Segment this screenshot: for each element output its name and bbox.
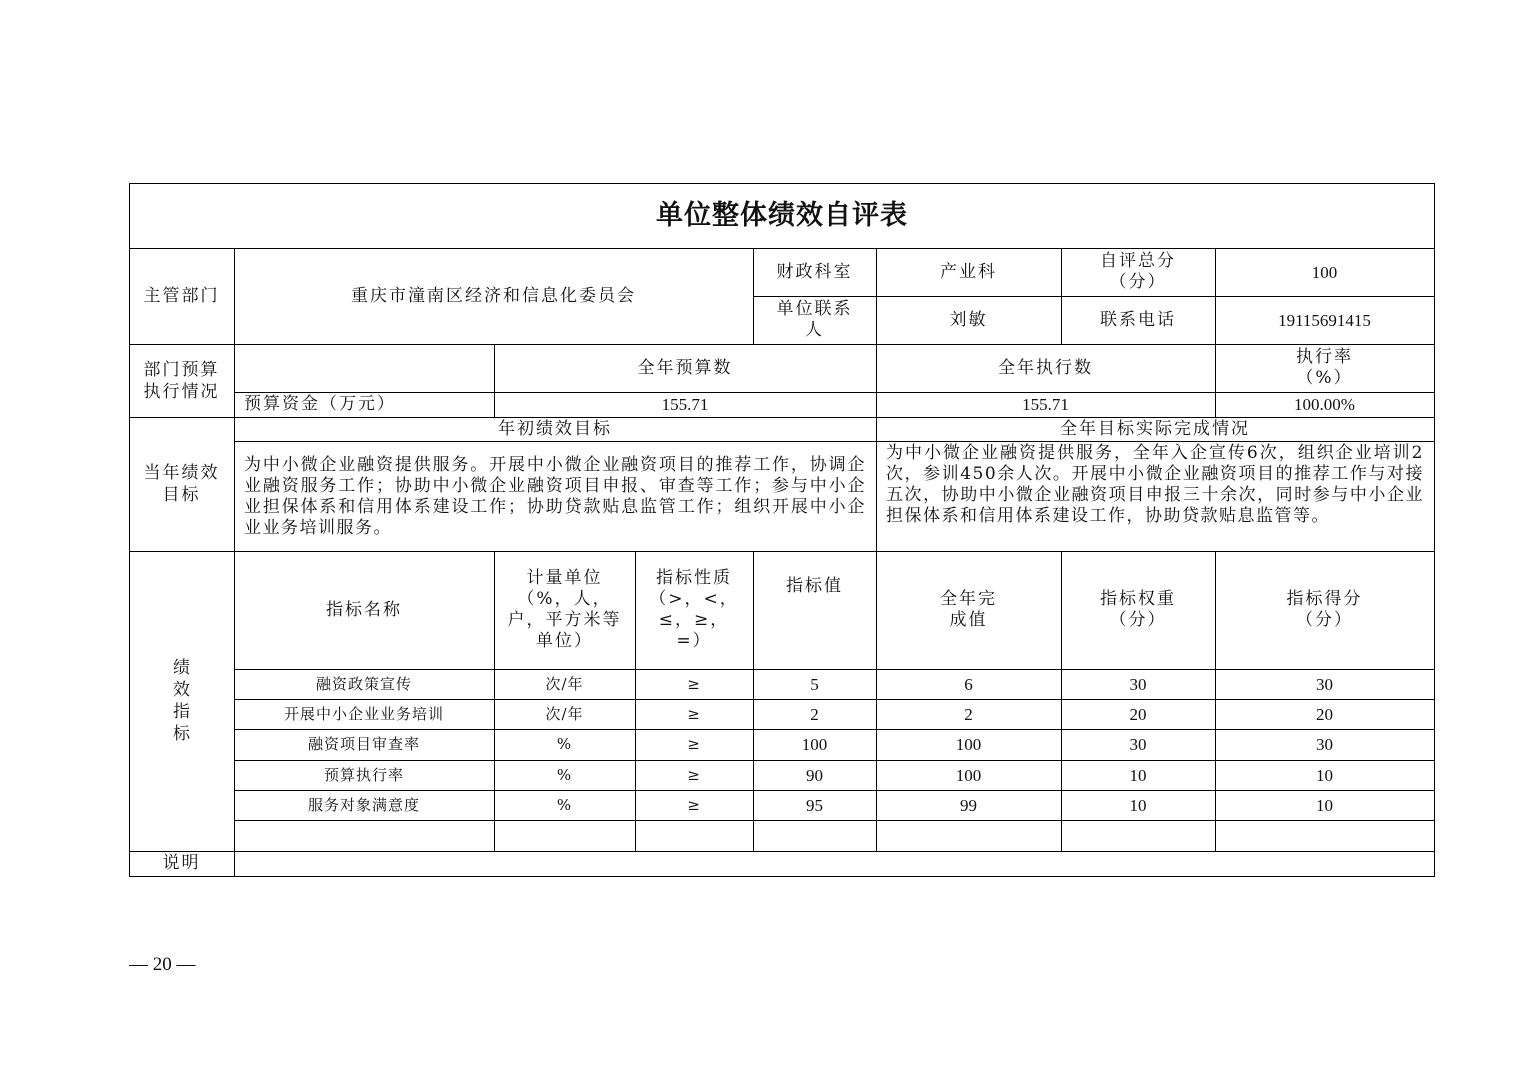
indicator-nature: ≥ [687, 795, 701, 814]
indicator-completed: 6 [964, 674, 973, 694]
indicator-name: 融资项目审查率 [307, 735, 420, 753]
budget-section-label: 部门预算执行情况 [143, 359, 220, 402]
goals-section-label: 当年绩效目标 [143, 463, 220, 505]
page-number: — 20 — [129, 954, 196, 975]
indicator-unit: % [556, 735, 573, 753]
indicator-completed: 2 [964, 704, 973, 724]
indicators-section-label: 绩效指标 [173, 658, 190, 744]
indicator-score: 30 [1316, 735, 1333, 754]
indicator-weight: 10 [1129, 795, 1147, 815]
indicator-value: 5 [810, 674, 819, 694]
indicator-score: 30 [1316, 674, 1333, 694]
actual-goals-header: 全年目标实际完成情况 [1060, 418, 1250, 439]
annual-budget-header: 全年预算数 [637, 357, 733, 378]
indicator-score: 10 [1316, 795, 1333, 815]
initial-goals-text: 为中小微企业融资提供服务。开展中小微企业融资项目的推荐工作，协调企业融资服务工作；协助中小微企业融资项目申报、审查等工作；参与中小企业担保体系和信用体系建设工作；协助贷款贴息监管工作；组织开展中小企业业务培训服务。 [244, 455, 866, 538]
indicator-name: 开展中小企业业务培训 [283, 704, 444, 723]
indicator-weight: 30 [1129, 735, 1147, 754]
col-header-value: 指标值 [786, 575, 843, 596]
indicator-nature: ≥ [687, 765, 701, 784]
indicator-nature: ≥ [687, 674, 701, 693]
indicator-name: 融资政策宣传 [315, 674, 412, 693]
col-header-unit: 计量单位（%，人，户，平方米等单位） [507, 568, 622, 651]
score-label: 自评总分（分） [1100, 251, 1176, 292]
annual-exec-value: 155.71 [1022, 395, 1069, 414]
indicator-score: 20 [1316, 704, 1333, 724]
indicator-value: 100 [801, 735, 828, 754]
indicator-name: 服务对象满意度 [307, 795, 420, 814]
col-header-name: 指标名称 [326, 599, 402, 620]
notes-label: 说明 [162, 853, 201, 873]
indicator-weight: 20 [1129, 704, 1147, 724]
initial-goals-header: 年初绩效目标 [498, 418, 612, 439]
actual-goals-text: 为中小微企业融资提供服务，全年入企宣传6次，组织企业培训2次，参训450余人次。开展中小微企业融资项目的推荐工作与对接五次，协助中小微企业融资项目申报三十余次，同时参与中小企业担保体系和信用体系建设工作，协助贷款贴息监管等。 [886, 443, 1424, 526]
indicator-unit: % [556, 765, 573, 784]
indicator-nature: ≥ [687, 735, 701, 753]
finance-office-value: 产业科 [940, 261, 997, 282]
indicator-weight: 10 [1129, 765, 1147, 785]
score-value: 100 [1311, 262, 1338, 282]
indicator-value: 95 [806, 795, 823, 815]
phone-label: 联系电话 [1100, 309, 1176, 330]
annual-budget-value: 155.71 [661, 395, 709, 414]
finance-office-label: 财政科室 [776, 261, 853, 282]
indicator-value: 90 [806, 765, 823, 785]
notes-value [234, 851, 1434, 876]
exec-rate-value: 100.00% [1294, 395, 1355, 414]
indicator-weight: 30 [1129, 674, 1147, 694]
indicator-completed: 100 [955, 735, 982, 754]
col-header-weight: 指标权重（分） [1100, 589, 1176, 630]
budget-fund-label: 预算资金（万元） [244, 394, 396, 414]
indicator-unit: 次/年 [545, 674, 584, 693]
indicator-completed: 100 [955, 765, 982, 785]
exec-rate-header: 执行率（%） [1296, 347, 1353, 388]
indicator-completed: 99 [960, 795, 977, 815]
dept-value: 重庆市潼南区经济和信息化委员会 [351, 285, 636, 306]
phone-value: 19115691415 [1278, 310, 1371, 330]
indicator-unit: % [556, 795, 573, 814]
annual-exec-header: 全年执行数 [998, 357, 1093, 378]
col-header-score: 指标得分（分） [1286, 589, 1363, 630]
indicator-value: 2 [810, 704, 819, 724]
col-header-completed: 全年完成值 [940, 589, 997, 630]
contact-value: 刘敏 [949, 309, 988, 330]
indicator-name: 预算执行率 [323, 765, 404, 784]
indicator-score: 10 [1316, 765, 1333, 785]
indicator-unit: 次/年 [545, 704, 584, 723]
contact-label: 单位联系人 [776, 299, 853, 340]
page-title: 单位整体绩效自评表 [656, 200, 908, 231]
col-header-nature: 指标性质（>，<，≤，≥，=） [649, 568, 739, 651]
indicator-nature: ≥ [687, 704, 701, 723]
dept-label: 主管部门 [143, 285, 220, 306]
